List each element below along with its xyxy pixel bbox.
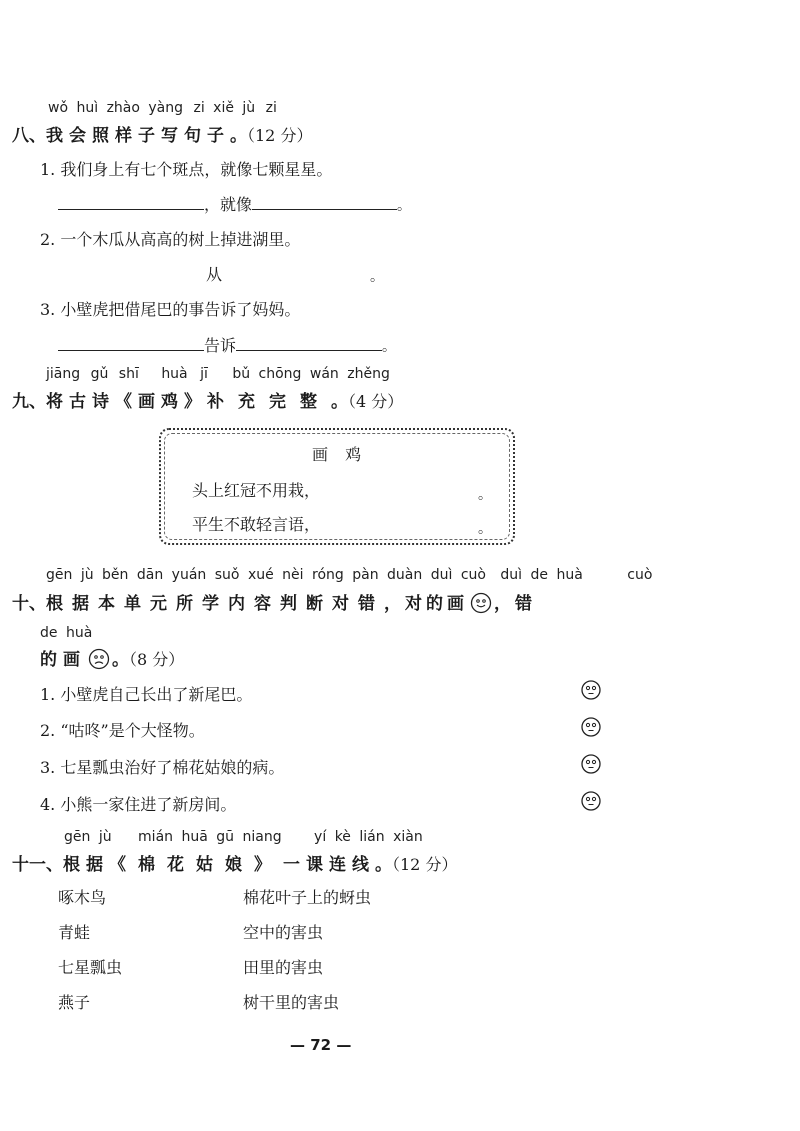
- section-title-end: 补充完整: [207, 392, 331, 412]
- section-title: 将古诗: [46, 392, 115, 412]
- pinyin-syllable: gǔ: [90, 366, 109, 382]
- section-title: 根据: [63, 855, 109, 875]
- section-score: （4 分）: [348, 392, 404, 411]
- s10-item: 1. 小壁虎自己长出了新尾巴。: [40, 685, 253, 704]
- answer-blank[interactable]: [58, 334, 204, 351]
- pinyin-syllable: huà: [161, 366, 188, 382]
- section-number: 八、: [12, 126, 46, 146]
- pinyin-syllable: shī: [118, 366, 139, 382]
- pinyin-syllable: niang: [242, 829, 282, 845]
- s8-item1-answer-line: [58, 192, 411, 215]
- poem-name: 《画鸡》: [115, 392, 207, 412]
- pinyin-syllable: duì: [500, 567, 523, 583]
- end-period: 。: [397, 198, 412, 214]
- pinyin-syllable: jù: [242, 100, 256, 116]
- title-period: 。: [230, 126, 247, 146]
- answer-face-icon[interactable]: [581, 754, 601, 774]
- pinyin-syllable: jiāng: [46, 366, 81, 382]
- pinyin-syllable: xiàn: [393, 829, 423, 845]
- pinyin-syllable: chōng: [258, 366, 302, 382]
- pinyin-syllable: běn: [102, 567, 129, 583]
- section-title-cont: ，对的画: [384, 594, 468, 614]
- match-right-item[interactable]: 空中的害虫: [243, 923, 324, 942]
- pinyin-syllable: gēn: [46, 567, 73, 583]
- section-number: 九、: [12, 392, 46, 412]
- match-left-item[interactable]: 青蛙: [58, 923, 91, 942]
- answer-blank[interactable]: [58, 193, 204, 210]
- pinyin-syllable: yí: [314, 829, 327, 845]
- title-period: 。: [331, 392, 348, 412]
- s8-item3-answer-line: [58, 333, 396, 356]
- section-number: 十一、: [12, 855, 63, 875]
- pinyin-syllable: huà: [65, 625, 93, 641]
- answer-face-icon[interactable]: [581, 791, 601, 811]
- section9-pinyin: [46, 366, 390, 382]
- page-number: — 72 —: [290, 1036, 352, 1054]
- pinyin-syllable: gū: [216, 829, 235, 845]
- match-right-item[interactable]: 树干里的害虫: [243, 993, 340, 1012]
- match-left-item[interactable]: 燕子: [58, 993, 91, 1012]
- pinyin-syllable: wǒ: [48, 100, 69, 116]
- pinyin-syllable: zi: [265, 100, 277, 116]
- pinyin-syllable: róng: [312, 567, 344, 583]
- section-title-end: 一课连线: [283, 855, 375, 875]
- s10-item: 2. “咕咚”是个大怪物。: [40, 721, 205, 740]
- match-left-item[interactable]: 七星瓢虫: [58, 958, 123, 977]
- pinyin-syllable: yàng: [148, 100, 184, 116]
- lesson-name: 《棉花姑娘》: [109, 855, 283, 875]
- s10-item: 4. 小熊一家住进了新房间。: [40, 795, 237, 814]
- section-number: 十、: [12, 594, 46, 614]
- pinyin-syllable: cuò: [627, 567, 653, 583]
- answer-blank[interactable]: [236, 334, 382, 351]
- poem-line-1-end: 。: [478, 487, 492, 503]
- pinyin-syllable: lián: [359, 829, 385, 845]
- answer-face-icon[interactable]: [581, 680, 601, 700]
- poem-line-2: 平生不敢轻言语，: [192, 515, 321, 534]
- pinyin-syllable: jī: [200, 366, 208, 382]
- connector-text: ，就像: [204, 195, 253, 214]
- pinyin-syllable: duì: [430, 567, 453, 583]
- pinyin-syllable: zi: [193, 100, 205, 116]
- pinyin-syllable: xué: [247, 567, 274, 583]
- section-score: （12 分）: [392, 855, 458, 874]
- pinyin-syllable: nèi: [282, 567, 304, 583]
- pinyin-syllable: huà: [556, 567, 583, 583]
- section10-heading-line2: [40, 645, 184, 670]
- pinyin-syllable: bǔ: [232, 366, 251, 382]
- pinyin-syllable: cuò: [460, 567, 486, 583]
- s10-item: 3. 七星瓢虫治好了棉花姑娘的病。: [40, 758, 285, 777]
- pinyin-syllable: xiě: [213, 100, 234, 116]
- pinyin-syllable: suǒ: [214, 567, 240, 583]
- section9-heading: [12, 387, 403, 412]
- section11-heading: [12, 850, 457, 875]
- pinyin-syllable: zhào: [106, 100, 140, 116]
- end-period: 。: [382, 339, 397, 355]
- pinyin-syllable: zhěng: [347, 366, 390, 382]
- poem-line-2-end: 。: [478, 521, 492, 537]
- match-right-item[interactable]: 田里的害虫: [243, 958, 324, 977]
- sad-face-icon: [88, 648, 110, 670]
- s8-item2-connector: 从: [206, 265, 223, 284]
- pinyin-syllable: gēn: [64, 829, 91, 845]
- pinyin-syllable: huā: [181, 829, 208, 845]
- s8-item3: 3. 小壁虎把借尾巴的事告诉了妈妈。: [40, 300, 301, 319]
- smiley-face-icon: [470, 592, 492, 614]
- answer-face-icon[interactable]: [581, 717, 601, 737]
- section-title: 我会照样子写句子: [46, 126, 230, 146]
- title-period: 。: [375, 855, 392, 875]
- pinyin-syllable: duàn: [387, 567, 423, 583]
- s8-item2-end: 。: [370, 269, 384, 285]
- section8-pinyin: [48, 100, 277, 116]
- pinyin-syllable: jù: [98, 829, 112, 845]
- section-title: 根据本单元所学内容判断对错: [46, 594, 384, 614]
- pinyin-syllable: pàn: [352, 567, 379, 583]
- poem-title: 画 鸡: [312, 445, 368, 464]
- section10-pinyin-1: [46, 567, 652, 583]
- pinyin-syllable: de: [40, 625, 58, 641]
- match-left-item[interactable]: 啄木鸟: [58, 888, 107, 907]
- pinyin-syllable: wán: [309, 366, 339, 382]
- pinyin-syllable: dān: [136, 567, 164, 583]
- title-period: 。: [112, 650, 129, 670]
- s8-item1: 1. 我们身上有七个斑点，就像七颗星星。: [40, 160, 333, 179]
- section-title-cont: 的画: [40, 650, 86, 670]
- match-right-item[interactable]: 棉花叶子上的蚜虫: [243, 888, 372, 907]
- answer-blank[interactable]: [252, 193, 397, 210]
- section8-heading: [12, 121, 312, 146]
- section10-pinyin-2: [40, 625, 92, 641]
- pinyin-syllable: yuán: [171, 567, 207, 583]
- pinyin-syllable: huì: [76, 100, 99, 116]
- poem-line-1: 头上红冠不用栽，: [192, 481, 321, 500]
- s8-item2: 2. 一个木瓜从高高的树上掉进湖里。: [40, 230, 301, 249]
- section-score: （8 分）: [129, 650, 185, 669]
- pinyin-syllable: kè: [334, 829, 351, 845]
- pinyin-syllable: jù: [80, 567, 94, 583]
- pinyin-syllable: de: [530, 567, 549, 583]
- section10-heading-line1: [12, 589, 536, 614]
- pinyin-syllable: mián: [138, 829, 174, 845]
- section-score: （12 分）: [247, 126, 313, 145]
- section11-pinyin: [64, 829, 423, 845]
- connector-text: 告诉: [204, 336, 237, 355]
- section-title-cont: ，错: [494, 594, 536, 614]
